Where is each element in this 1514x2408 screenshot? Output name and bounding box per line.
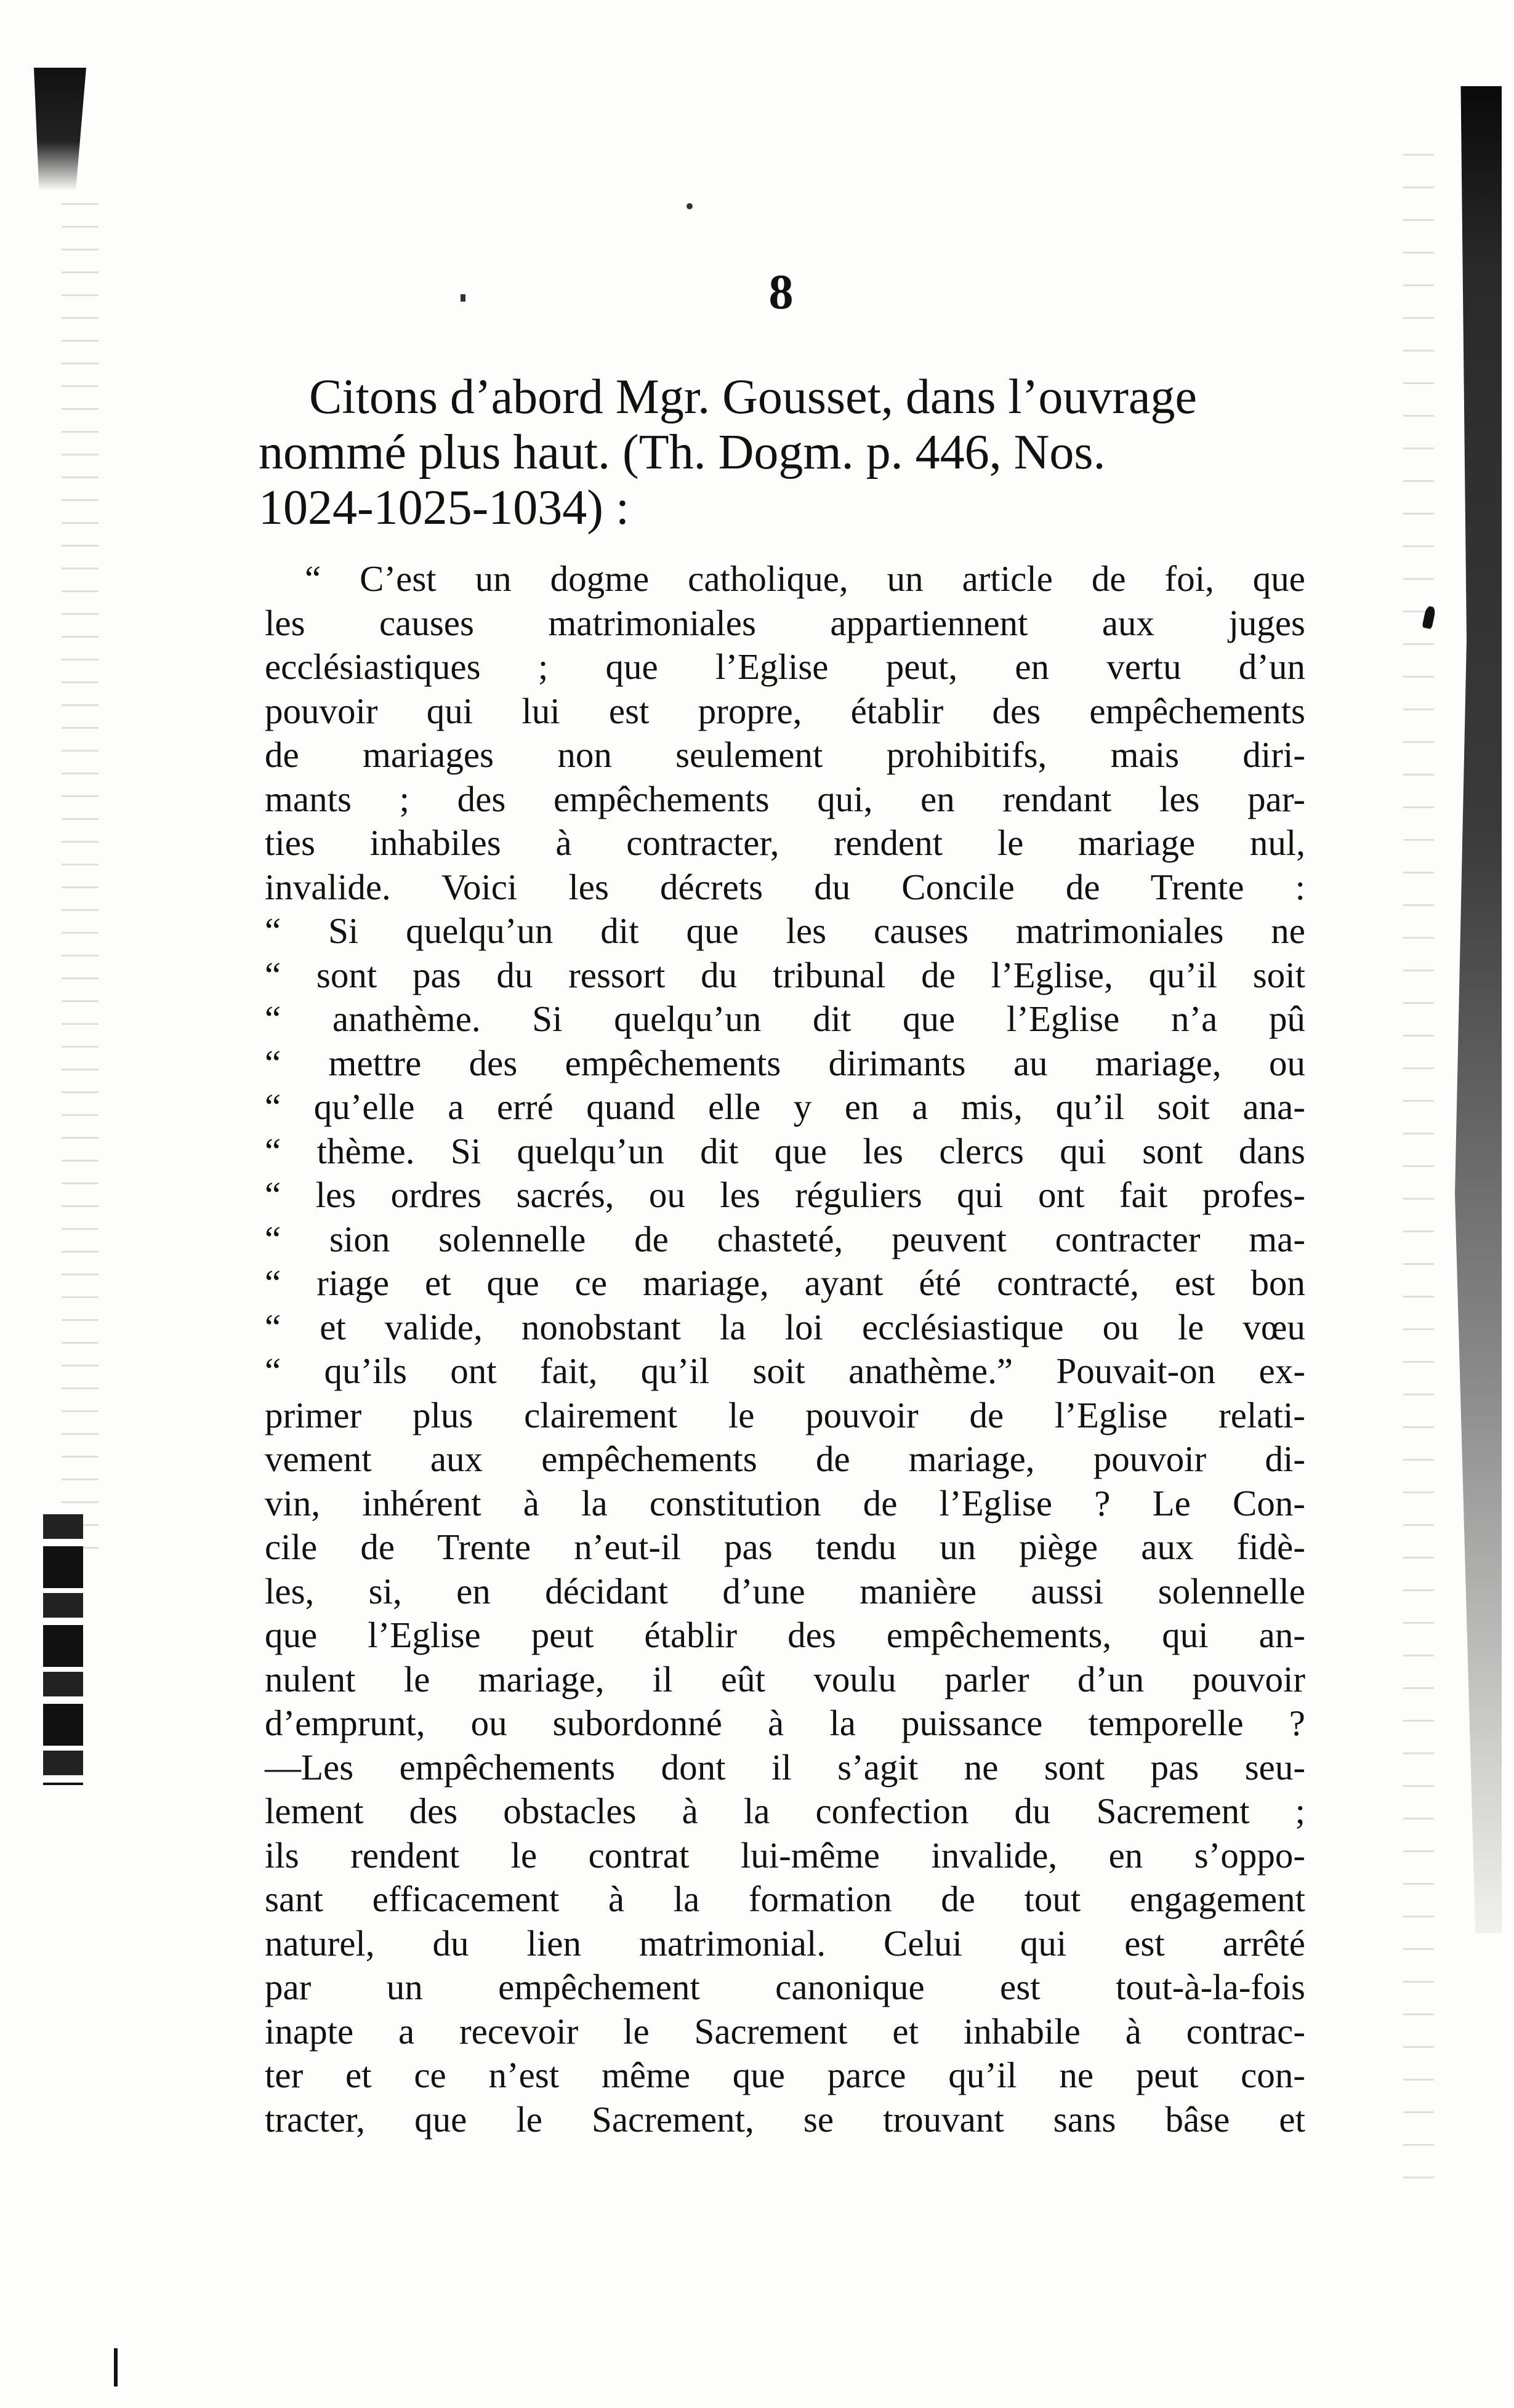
scan-noise-right	[1403, 154, 1434, 2185]
text-line: “ et valide, nonobstant la loi ecclésiastique ou le vœu	[265, 1306, 1305, 1347]
text-line: nulent le mariage, il eût voulu parler d’un pouvoir	[265, 1658, 1305, 1700]
text-line: nommé plus haut. (Th. Dogm. p. 446, Nos.	[259, 425, 1106, 480]
scan-edge-shadow-left	[34, 68, 86, 191]
text-line: les, si, en décidant d’une manière aussi solennelle	[265, 1570, 1305, 1611]
text-line: “ riage et que ce mariage, ayant été contracté, est bon	[265, 1262, 1305, 1303]
text-line: lement des obstacles à la confection du Sacrement ;	[265, 1791, 1305, 1831]
scan-edge-shadow-right	[1443, 86, 1502, 1933]
scan-noise-left	[62, 203, 99, 1557]
text-line: primer plus clairement le pouvoir de l’Eglise relati-	[265, 1394, 1305, 1435]
text-line: d’emprunt, ou subordonné à la puissance temporelle ?	[265, 1703, 1305, 1743]
text-line: vement aux empêchements de mariage, pouvoir di-	[265, 1439, 1305, 1479]
text-line: “ les ordres sacrés, ou les réguliers qui ont fait profes-	[265, 1174, 1305, 1215]
scan-margin-mark	[114, 2348, 118, 2386]
text-line: ecclésiastiques ; que l’Eglise peut, en vertu d’un	[265, 646, 1305, 687]
text-line: invalide. Voici les décrets du Concile de Trente :	[265, 866, 1305, 907]
page-number: 8	[768, 265, 795, 319]
text-line: “ mettre des empêchements dirimants au mariage, ou	[265, 1042, 1305, 1083]
text-line: “ anathème. Si quelqu’un dit que l’Eglise n’a pû	[265, 998, 1305, 1039]
text-line: “ qu’elle a erré quand elle y en a mis, qu’il soit ana-	[265, 1086, 1305, 1127]
text-line: ils rendent le contrat lui-même invalide, en s’oppo-	[265, 1834, 1305, 1876]
text-line: “ thème. Si quelqu’un dit que les clercs qui sont dans	[265, 1130, 1305, 1171]
text-line: que l’Eglise peut établir des empêchements, qui an-	[265, 1615, 1305, 1655]
text-line: de mariages non seulement prohibitifs, mais diri-	[265, 734, 1305, 775]
text-line: “ sion solennelle de chasteté, peuvent contracter ma-	[265, 1218, 1305, 1259]
text-line: —Les empêchements dont il s’agit ne sont pas seu-	[265, 1746, 1305, 1788]
text-line: ties inhabiles à contracter, rendent le mariage nul,	[265, 822, 1305, 863]
text-line: 1024-1025-1034) :	[259, 481, 630, 535]
text-line: Citons d’abord Mgr. Gousset, dans l’ouvrage	[309, 370, 1198, 424]
text-line: cile de Trente n’eut-il pas tendu un piège aux fidè-	[265, 1527, 1305, 1567]
text-line: “ Si quelqu’un dit que les causes matrimoniales ne	[265, 910, 1305, 951]
text-line: naturel, du lien matrimonial. Celui qui est arrêté	[265, 1922, 1305, 1964]
text-line: inapte a recevoir le Sacrement et inhabile à contrac-	[265, 2010, 1305, 2052]
text-line: ter et ce n’est même que parce qu’il ne peut con-	[265, 2055, 1305, 2095]
text-line: mants ; des empêchements qui, en rendant les par-	[265, 778, 1305, 819]
text-line: vin, inhérent à la constitution de l’Eglise ? Le Con-	[265, 1482, 1305, 1523]
text-line: “ qu’ils ont fait, qu’il soit anathème.” Pouvait-on ex-	[265, 1350, 1305, 1391]
scan-edge-block-left	[43, 1514, 83, 1785]
quotation-paragraph	[265, 557, 1305, 2141]
text-line: tracter, que le Sacrement, se trouvant sans bâse et	[265, 2098, 1305, 2140]
text-line: les causes matrimoniales appartiennent aux juges	[265, 602, 1305, 643]
stray-ink-dot	[687, 203, 693, 209]
intro-paragraph	[259, 369, 1305, 536]
text-line: sant efficacement à la formation de tout engagement	[265, 1879, 1305, 1919]
text-line: “ sont pas du ressort du tribunal de l’Eglise, qu’il soit	[265, 954, 1305, 995]
text-line: pouvoir qui lui est propre, établir des empêchements	[265, 690, 1305, 731]
text-line: “ C’est un dogme catholique, un article de foi, que	[305, 558, 1305, 599]
text-line: par un empêchement canonique est tout-à-la-fois	[265, 1967, 1305, 2007]
